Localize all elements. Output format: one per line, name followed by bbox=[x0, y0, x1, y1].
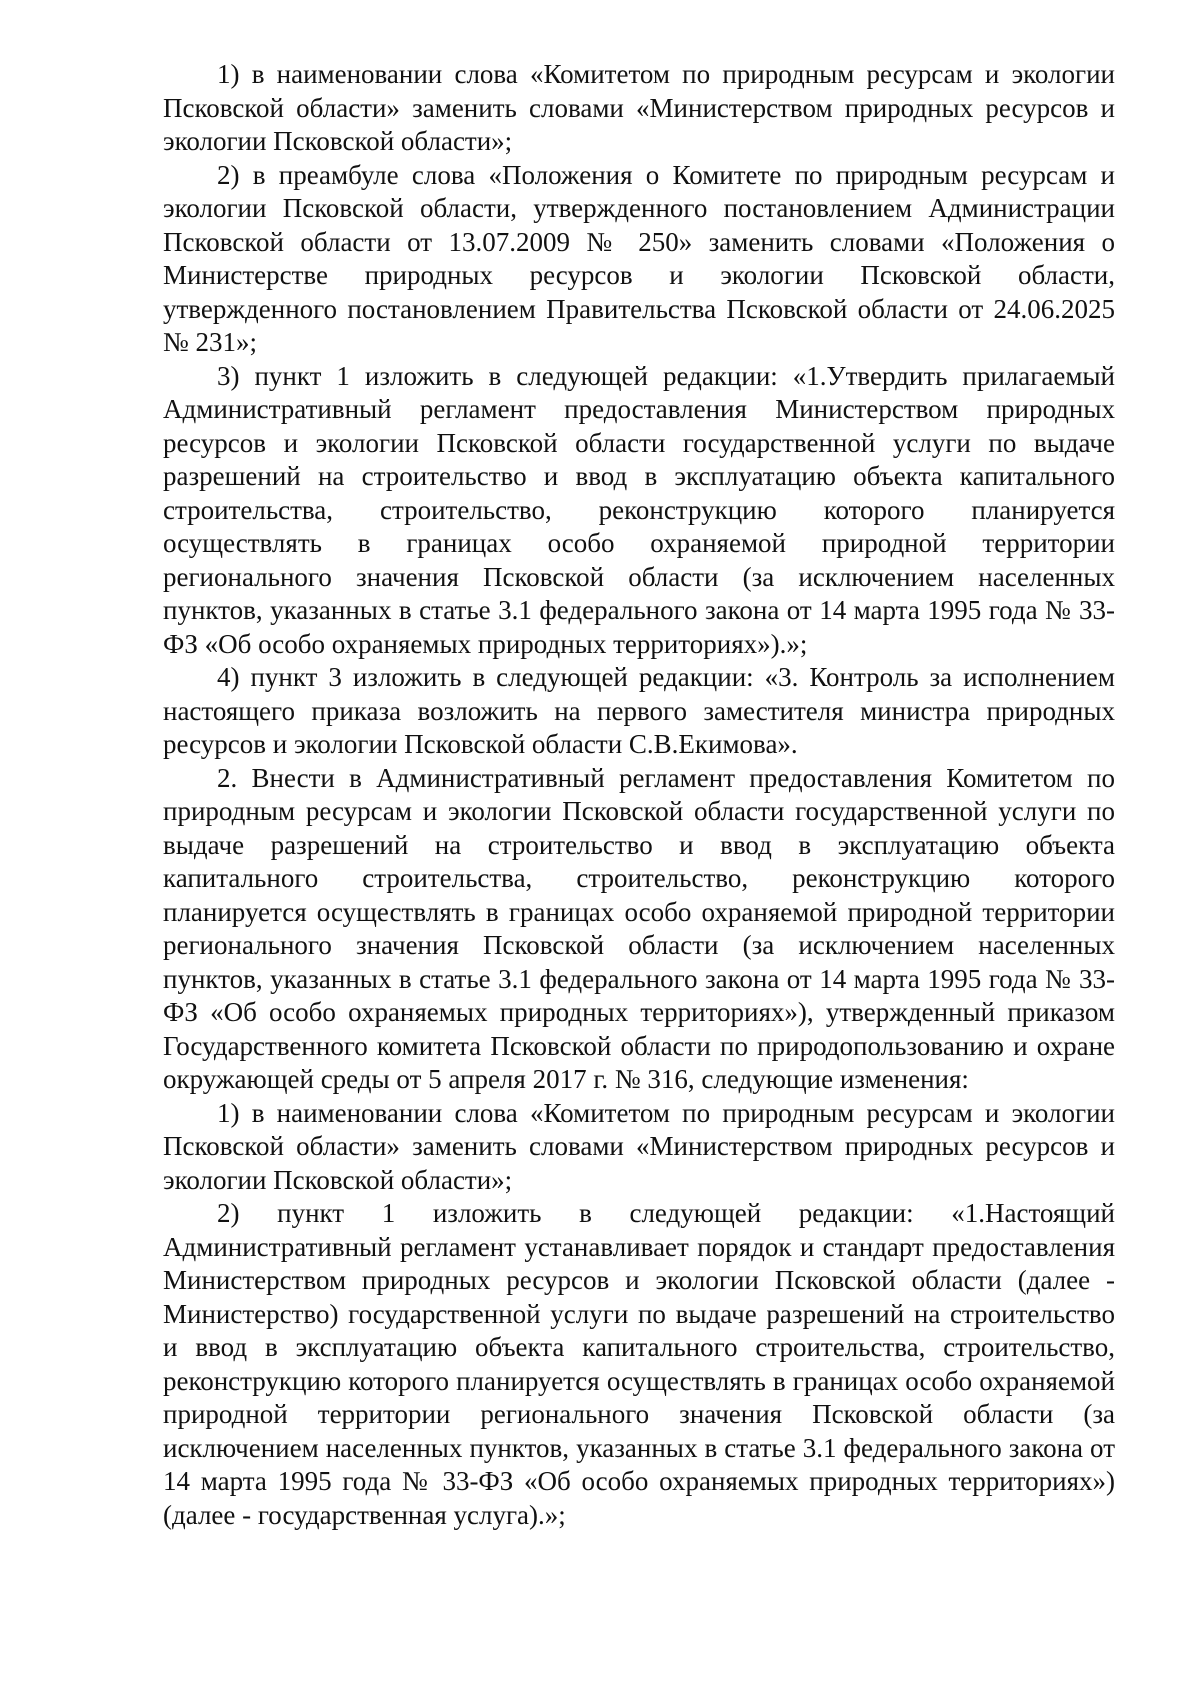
document-body bbox=[163, 58, 1115, 1532]
paragraph-title-rename: 1) в наименовании слова «Комитетом по природным ресурсам и экологии Псковской области» заменить словами «Министерством природных ресурсов и экологии Псковской области»; bbox=[163, 59, 1115, 156]
paragraph-point-1-change: 3) пункт 1 изложить в следующей редакции: «1.Утвердить прилагаемый Административный регламент предоставления Министерством природных ресурсов и экологии Псковской области государственной услуги по выдаче разрешений на строительство и ввод в эксплуатацию объекта капитального строительства, строительство, реконструкцию которого планируется осуществлять в границах особо охраняемой природной территории регионального значения Псковской области (за исключением населенных пунктов, указанных в статье 3.1 федерального закона от 14 марта 1995 года № 33-ФЗ «Об особо охраняемых природных территориях»).»; bbox=[163, 360, 1115, 659]
paragraph-preamble-change: 2) в преамбуле слова «Положения о Комитете по природным ресурсам и экологии Псковской области, утвержденного постановлением Администрации Псковской области от 13.07.2009 № 250» заменить словами «Положения о Министерстве природных ресурсов и экологии Псковской области, утвержденного постановлением Правительства Псковской области от 24.06.2025 № 231»; bbox=[163, 159, 1115, 357]
paragraph-regulation-point-1-change: 2) пункт 1 изложить в следующей редакции: «1.Настоящий Административный регламент устанавливает порядок и стандарт предоставления Министерством природных ресурсов и экологии Псковской области (далее - Министерство) государственной услуги по выдаче разрешений на строительство и ввод в эксплуатацию объекта капитального строительства, строительство, реконструкцию которого планируется осуществлять в границах особо охраняемой природной территории регионального значения Псковской области (за исключением населенных пунктов, указанных в статье 3.1 федерального закона от 14 марта 1995 года № 33-ФЗ «Об особо охраняемых природных территориях») (далее - государственная услуга).»; bbox=[163, 1198, 1115, 1530]
paragraph-point-3-change: 4) пункт 3 изложить в следующей редакции: «3. Контроль за исполнением настоящего приказа возложить на первого заместителя министра природных ресурсов и экологии Псковской области С.В.Екимова». bbox=[163, 662, 1115, 759]
paragraph-regulation-amendments: 2. Внести в Административный регламент предоставления Комитетом по природным ресурсам и экологии Псковской области государственной услуги по выдаче разрешений на строительство и ввод в эксплуатацию объекта капитального строительства, строительство, реконструкцию которого планируется осуществлять в границах особо охраняемой природной территории регионального значения Псковской области (за исключением населенных пунктов, указанных в статье 3.1 федерального закона от 14 марта 1995 года № 33-ФЗ «Об особо охраняемых природных территориях»), утвержденный приказом Государственного комитета Псковской области по природопользованию и охране окружающей среды от 5 апреля 2017 г. № 316, следующие изменения: bbox=[163, 762, 1115, 1094]
paragraph-regulation-title-rename: 1) в наименовании слова «Комитетом по природным ресурсам и экологии Псковской области» заменить словами «Министерством природных ресурсов и экологии Псковской области»; bbox=[163, 1097, 1115, 1195]
